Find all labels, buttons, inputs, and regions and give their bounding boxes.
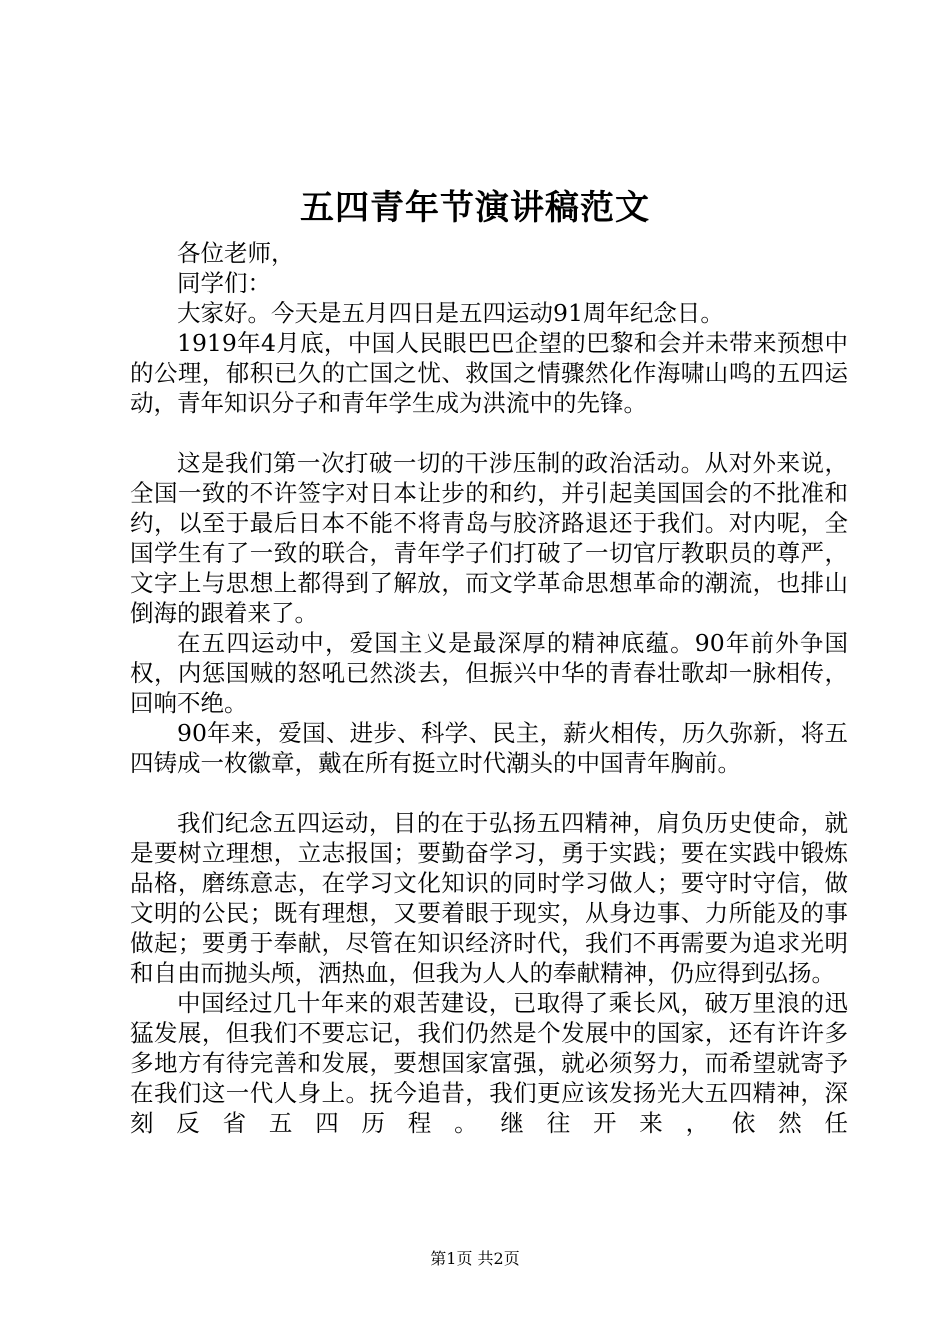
paragraph-commemorate: 我们纪念五四运动，目的在于弘扬五四精神，肩负历史使命，就是要树立理想，立志报国；要勤奋学习，勇于实践；要在实践中锻炼品格，磨练意志，在学习文化知识的同时学习做人；要守时守信，做文明的公民；既有理想，又要着眼于现实，从身边事、力所能及的事做起；要勇于奉献，尽管在知识经济时代，我们不再需要为追求光明和自由而抛头颅，洒热血，但我为人人的奉献精神，仍应得到弘扬。 — [130, 809, 848, 987]
paragraph-1919: 1919年4月底，中国人民眼巴巴企望的巴黎和会并未带来预想中的公理，郁积已久的亡国之忧、救国之情骤然化作海啸山鸣的五四运动，青年知识分子和青年学生成为洪流中的先锋。 — [130, 329, 848, 417]
page-footer: 第1页 共2页 — [430, 1249, 520, 1268]
paragraph-90-years: 90年来，爱国、进步、科学、民主，薪火相传，历久弥新，将五四铸成一枚徽章，戴在所有挺立时代潮头的中国青年胸前。 — [130, 719, 848, 777]
paragraph-political-activity: 这是我们第一次打破一切的干涉压制的政治活动。从对外来说，全国一致的不许签字对日本让步的和约，并引起美国国会的不批准和约，以至于最后日本不能不将青岛与胶济路退还于我们。对内呢，全国学生有了一致的联合，青年学子们打破了一切官厅教职员的尊严，文字上与思想上都得到了解放，而文学革命思想革命的潮流，也排山倒海的跟着来了。 — [130, 449, 848, 627]
paragraph-spacer — [130, 778, 848, 808]
paragraph-salutation-students: 同学们： — [177, 269, 271, 297]
paragraph-china-development: 中国经过几十年来的艰苦建设，已取得了乘长风，破万里浪的迅猛发展，但我们不要忘记，我们仍然是个发展中的国家，还有许许多多地方有待完善和发展，要想国家富强，就必须努力，而希望就寄予在我们这一代人身上。抚今追昔，我们更应该发扬光大五四精神，深刻反省五四历程。继往开来，依然任 — [130, 989, 848, 1137]
document-body — [130, 238, 848, 1138]
paragraph-greeting: 大家好。今天是五月四日是五四运动91周年纪念日。 — [177, 299, 724, 327]
document-title: 五四青年节演讲稿范文 — [300, 188, 650, 228]
paragraph-salutation-teachers: 各位老师， — [177, 239, 295, 267]
paragraph-patriotism: 在五四运动中，爱国主义是最深厚的精神底蕴。90年前外争国权，内惩国贼的怒吼已然淡去，但振兴中华的青春壮歌却一脉相传，回响不绝。 — [130, 629, 848, 717]
paragraph-spacer — [130, 418, 848, 448]
